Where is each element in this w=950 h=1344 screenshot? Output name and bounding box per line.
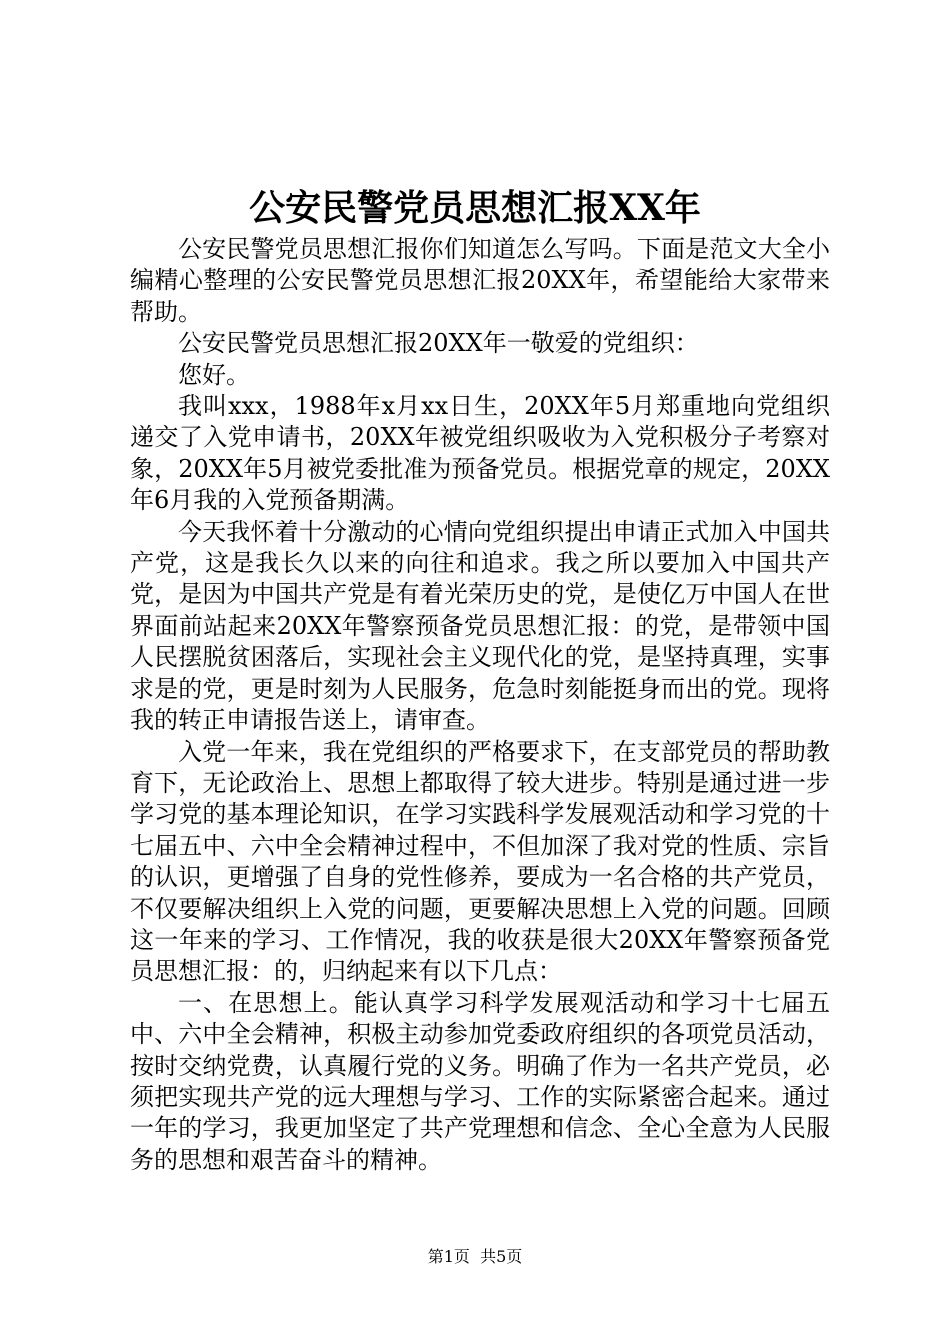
paragraph-salutation-heading: 公安民警党员思想汇报20XX年一敬爱的党组织： <box>178 329 699 358</box>
document-title: 公安民警党员思想汇报XX年 <box>249 187 701 229</box>
paragraph-ideology: 一、在思想上。能认真学习科学发展观活动和学习十七届五中、六中全会精神，积极主动参加党委政府组织的各项党员活动，按时交纳党费，认真履行党的义务。明确了作为一名共产党员，必须把实现共产党的远大理想与学习、工作的实际紧密合起来。通过一年的学习，我更加坚定了共产党理想和信念、全心全意为人民服务的思想和艰苦奋斗的精神。 <box>130 988 830 1174</box>
page-footer <box>0 1246 950 1268</box>
document-body <box>130 234 830 1176</box>
paragraph-application: 今天我怀着十分激动的心情向党组织提出申请正式加入中国共产党，这是我长久以来的向往和追求。我之所以要加入中国共产党，是因为中国共产党是有着光荣历史的党，是使亿万中国人在世界面前站起来20XX年警察预备党员思想汇报：的党，是带领中国人民摆脱贫困落后，实现社会主义现代化的党，是坚持真理，实事求是的党，更是时刻为人民服务，危急时刻能挺身而出的党。现将我的转正申请报告送上，请审查。 <box>130 517 830 735</box>
page-number: 第1页 <box>427 1247 470 1266</box>
paragraph-self-introduction: 我叫xxx，1988年x月xx日生，20XX年5月郑重地向党组织递交了入党申请书，20XX年被党组织吸收为入党积极分子考察对象，20XX年5月被党委批准为预备党员。根据党章的规定，20XX年6月我的入党预备期满。 <box>130 392 830 515</box>
paragraph-intro: 公安民警党员思想汇报你们知道怎么写吗。下面是范文大全小编精心整理的公安民警党员思想汇报20XX年，希望能给大家带来帮助。 <box>130 235 830 326</box>
page-total: 共5页 <box>480 1247 523 1266</box>
paragraph-progress: 入党一年来，我在党组织的严格要求下，在支部党员的帮助教育下，无论政治上、思想上都取得了较大进步。特别是通过进一步学习党的基本理论知识，在学习实践科学发展观活动和学习党的十七届五中、六中全会精神过程中，不但加深了我对党的性质、宗旨的认识，更增强了自身的党性修养，要成为一名合格的共产党员，不仅要解决组织上入党的问题，更要解决思想上入党的问题。回顾这一年来的学习、工作情况，我的收获是很大20XX年警察预备党员思想汇报：的，归纳起来有以下几点： <box>130 737 830 986</box>
paragraph-greeting: 您好。 <box>178 360 250 389</box>
footer-separator <box>470 1247 480 1266</box>
